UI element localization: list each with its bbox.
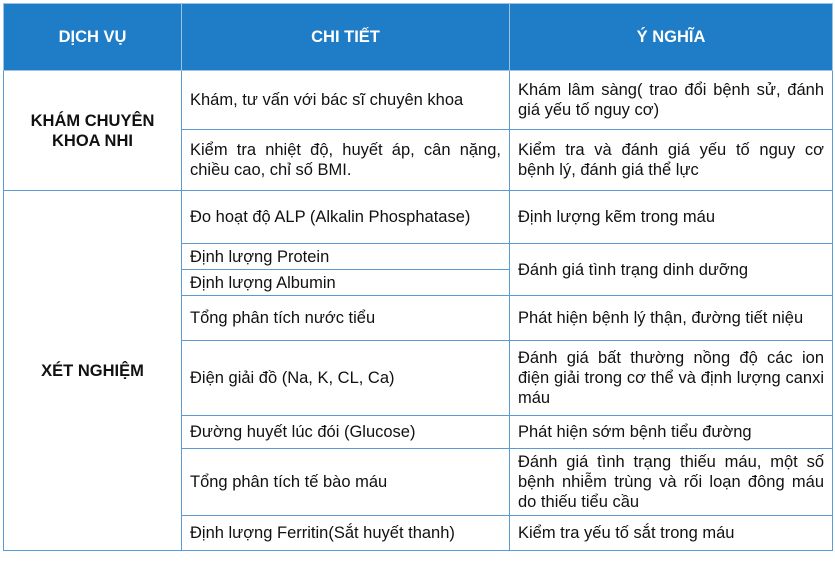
detail-cell: Đường huyết lúc đói (Glucose) — [182, 416, 510, 449]
detail-cell: Khám, tư vấn với bác sĩ chuyên khoa — [182, 71, 510, 130]
meaning-cell: Kiểm tra và đánh giá yếu tố nguy cơ bệnh lý, đánh giá thể lực — [510, 130, 833, 191]
detail-cell: Đo hoạt độ ALP (Alkalin Phosphatase) — [182, 191, 510, 244]
meaning-cell: Phát hiện sớm bệnh tiểu đường — [510, 416, 833, 449]
meaning-cell: Đánh giá bất thường nồng độ các ion điện giải trong cơ thể và định lượng canxi máu — [510, 341, 833, 416]
header-row — [4, 4, 833, 71]
detail-cell: Tổng phân tích tế bào máu — [182, 449, 510, 516]
header-meaning: Ý NGHĨA — [510, 4, 833, 71]
group-pediatric-exam: KHÁM CHUYÊN KHOA NHI — [4, 71, 182, 191]
group-lab-tests: XÉT NGHIỆM — [4, 191, 182, 551]
detail-cell: Tổng phân tích nước tiểu — [182, 296, 510, 341]
detail-cell: Định lượng Ferritin(Sắt huyết thanh) — [182, 516, 510, 551]
meaning-cell: Kiểm tra yếu tố sắt trong máu — [510, 516, 833, 551]
service-table — [3, 3, 833, 551]
detail-cell: Kiểm tra nhiệt độ, huyết áp, cân nặng, chiều cao, chỉ số BMI. — [182, 130, 510, 191]
meaning-cell: Khám lâm sàng( trao đổi bệnh sử, đánh giá yếu tố nguy cơ) — [510, 71, 833, 130]
detail-cell: Định lượng Albumin — [182, 270, 510, 296]
detail-cell: Điện giải đồ (Na, K, CL, Ca) — [182, 341, 510, 416]
table-row — [4, 191, 833, 244]
meaning-cell: Đánh giá tình trạng dinh dưỡng — [510, 244, 833, 296]
header-service: DỊCH VỤ — [4, 4, 182, 71]
header-detail: CHI TIẾT — [182, 4, 510, 71]
table-row — [4, 71, 833, 130]
meaning-cell: Định lượng kẽm trong máu — [510, 191, 833, 244]
detail-cell: Định lượng Protein — [182, 244, 510, 270]
meaning-cell: Đánh giá tình trạng thiếu máu, một số bệnh nhiễm trùng và rối loạn đông máu do thiếu tiểu cầu — [510, 449, 833, 516]
meaning-cell: Phát hiện bệnh lý thận, đường tiết niệu — [510, 296, 833, 341]
